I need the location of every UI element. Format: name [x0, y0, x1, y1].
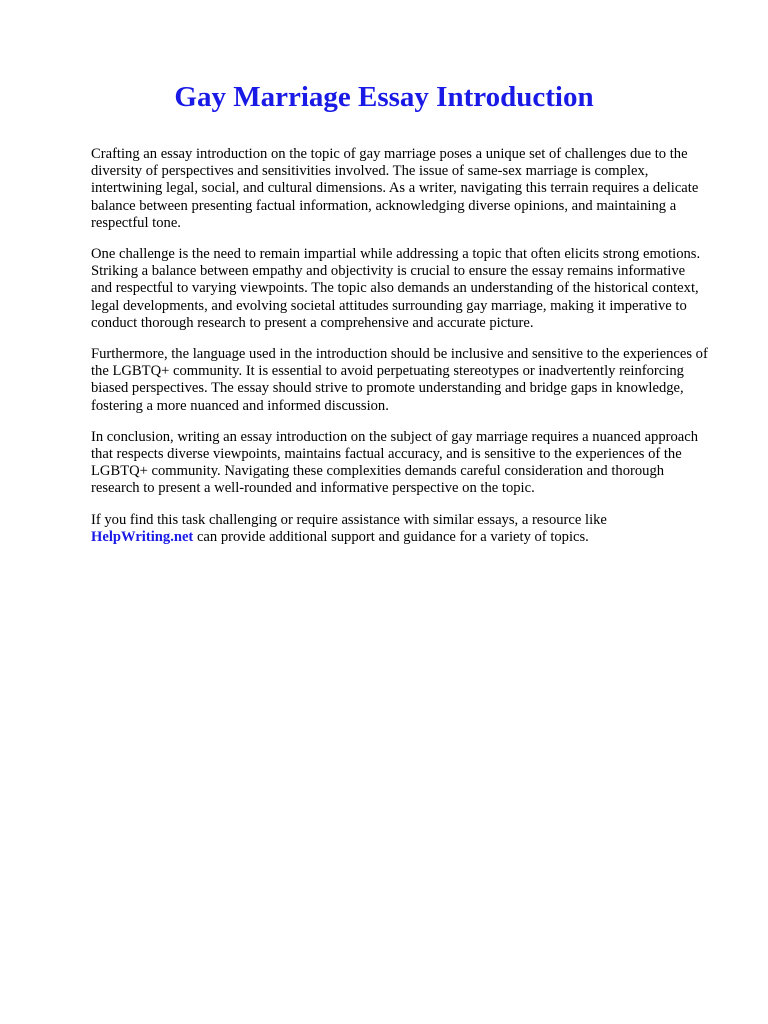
closing-text-after-link: can provide additional support and guidance for a variety of topics. [193, 528, 589, 545]
intro-paragraph: Crafting an essay introduction on the topic of gay marriage poses a unique set of challenges due to the diversity of perspectives and sensitivities involved. The issue of same-sex marriage is complex, intertwining legal, social, and cultural dimensions. As a writer, navigating this terrain requires a delicate balance between presenting factual information, acknowledging diverse opinions, and maintaining a respectful tone. [91, 146, 699, 231]
conclusion-paragraph: In conclusion, writing an essay introduction on the subject of gay marriage requires a nuanced approach that respects diverse viewpoints, maintains factual accuracy, and is sensitive to the experiences of the LGBTQ+ community. Navigating these complexities demands careful consideration and thorough research to present a well-rounded and informative perspective on the topic. [91, 428, 699, 497]
challenge-paragraph: One challenge is the need to remain impartial while addressing a topic that often elicits strong emotions. Striking a balance between empathy and objectivity is crucial to ensure the essay remains informative and respectful to varying viewpoints. The topic also demands an understanding of the historical context, legal developments, and evolving societal attitudes surrounding gay marriage, making it imperative to conduct thorough research to present a comprehensive and accurate picture. [91, 246, 701, 331]
closing-paragraph [91, 512, 709, 546]
helpwriting-link[interactable]: HelpWriting.net [91, 528, 194, 545]
page-title: Gay Marriage Essay Introduction [174, 81, 594, 113]
closing-text-before-link: If you find this task challenging or require assistance with similar essays, a resource like [91, 511, 607, 528]
essay-body [91, 146, 709, 560]
language-paragraph: Furthermore, the language used in the introduction should be inclusive and sensitive to the experiences of the LGBTQ+ community. It is essential to avoid perpetuating stereotypes or inadvertently reinforcing biased perspectives. The essay should strive to promote understanding and bridge gaps in knowledge, fostering a more nuanced and informed discussion. [91, 346, 708, 414]
